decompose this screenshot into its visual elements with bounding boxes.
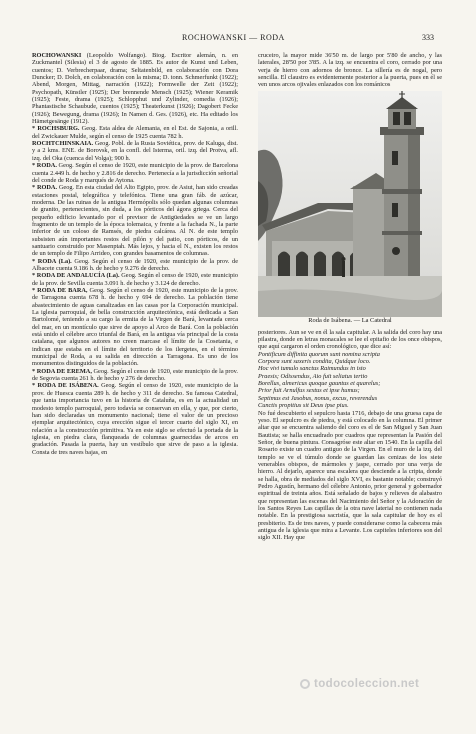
left-column-entry: [32, 287, 238, 368]
running-title: ROCHOWANSKI — RODA: [182, 33, 285, 42]
entry-text: (Leopoldo Wolfango). Biog. Escritor alemán, n. en Zuckmantel (Silesia) el 3 de agosto de 1885. Es autor de Kunst und Leben, cuentos; D. Verbrecherpaar, drama; Seltatenbild, en colaboración con Dora Duncker; D. Dolch, en colaboración con la misma; D. tonn. Schmerfunkt (1922); Abend, Morgen, Mittag, narración (1922); Formwelle der Zeit (1922); Psychopath, Künstler (1925); Der brennende Mensch (1925); Wiener Keramik (1925); Feste, drama (1925); Schlopphut und Zylinder, comedia (1926); Phantastische Schaubude, cuentos (1925); Theaterkunst (1926); Dagobert Fecke (1926); Bewegung, drama (1926); In Namen d. Ges. (1926), etc. Ha editado los Hämetgesänge (1912).: [32, 52, 238, 126]
entry-headword: * RODA DE ISÁBENA.: [32, 382, 99, 390]
entry-text: No fué descubierto el sepulcro hasta 1716, debajo de una gruesa capa de yeso. El sepulcro es de piedra, y está colocado en la columna. El primer altar que se encuentra saliendo del coro es el de San Miguel y San Juan Bautista; se halla encuadrado por cuadros que representan la Pasión del Señor, de buena pintura. Consagróse este altar en 1540. En la capilla del Rosario existe un cuadro antiguo de la Virgen. En el muro de la izq. del templo se ve el túmulo donde se guardan las cenizas de los siete venerables obispos, de mármoles y jaspe, cerrado por una verja de hierro. Al dejarlo, aparece una escalera que desciende a la cripta, donde se halla, obra de mediados del siglo XVI, es bastante notable; construyó Pedro Agustín, hermano del célebre Antonio, prior general y gobernador espiritual de treinta años. Está señalado de bajos y relieves de alabastro que representan las escenas del Nacimiento del Señor y la Adoración de los Santos Reyes Las capillas de la otra nave laterial no contienen nada notable. En la prestigiosa sacristía, que la sala capitular de hoy es el presbiterio. Es de tres naves, y puede considerarse como la cabecera más antigua de la iglesia que mira a Levante. Los capiteles inferiores son del siglo XII. Hay que: [258, 409, 442, 542]
figure-caption: Roda de Isábena. — La Catedral: [308, 316, 392, 324]
poem-line: Borellus, almericus quoque gauntus et quarelus;: [258, 380, 381, 388]
entry-text: cruceiro, la mayor mide 36'50 m. de largo por 5'80 de ancho, y las laterales, 28'50 por 3'85. A la izq. se encuentra el coro, cerrado por una verja de hierro con adornos de bronce. La sillería es de nogal, pero sencilla. El claustro es evidentemente posterior a la puerta, pues en él se ven unos arcos ojivales enlazados con los románicos: [258, 52, 442, 89]
entry-text: Geog. Esta aldea de Alemania, en el Est. de Sajonia, a orill. del Zwickauer Mulde, según el censo de 1925 cuenta 782 h.: [32, 125, 238, 140]
left-column-entry: [32, 140, 238, 162]
poem-line: Pontificum diffinita quorum sunt nomina scripta: [258, 350, 380, 358]
poem-line: Praesis; Odissendus, Aio fuit seliatus tertio: [258, 372, 368, 380]
entry-headword: * RODA DE BARA,: [32, 287, 88, 294]
left-column-entry: [32, 52, 238, 125]
left-column-entry: [32, 125, 238, 140]
left-column-entry: [32, 368, 238, 383]
cathedral-photo: [258, 91, 442, 317]
left-column: [32, 52, 238, 692]
entry-text: Geog. Según el censo de 1920, este municipio de la prov. de Albacete cuenta 9.186 h. de hecho y 9.276 de derecho.: [32, 257, 238, 272]
poem-line: Corpora sunt saxeris condita, Quidque loco.: [258, 358, 371, 366]
entry-text: Geog. Según el censo de 1920, este municipio de la prov. de Huesca cuenta 289 h. de hecho y 311 de derecho. Su famosa Catedral, que tanta importancia tuvo en la historia de Cataluña, es en la actualidad un modesto templo parroquial, pero todavía se conservan en ella, y que, por cierto, han sido declaradas un monumento nacional; tiene el valor de un precioso ejemplar arquitectónico, cuya erección sigue el tercer cuarto del siglo XI, en relación a la construcción primitiva. Ya en este siglo se efectuó la portada de la iglesia, en piedra clara, flanqueada de columnas guarnecidas de arcos en gradación. Pasada la puerta, hay un vestíbulo que sirve de paso a la iglesia. Consta de tres naves bajas, en: [32, 382, 238, 456]
left-column-entry: [32, 184, 238, 257]
left-column-entry: [32, 272, 238, 287]
right-column: [258, 52, 442, 692]
poem-line: Cunctis propitius sit Deus ipse pius.: [258, 402, 349, 410]
entry-headword: ROCHTCHINSKAIA.: [32, 140, 94, 148]
cathedral-figure: [258, 91, 442, 327]
entry-headword: ROCHOWANSKI: [32, 52, 82, 59]
page-header: [32, 33, 434, 47]
watermark-text: todocoleccion.net: [314, 678, 420, 690]
poem-line: Septimus est Jasobus, nonus, excus, reverendus: [258, 394, 378, 402]
left-column-entry: [32, 162, 238, 184]
watermark-logo-icon: [300, 679, 310, 689]
cathedral-illustration: [258, 91, 442, 317]
entry-text: Geog. Pobl. de la Rusia Soviética, prov. de Kaluga, dist. y a 2 kms. ENE. de Borovsk, en la confl. del Isterma, oril. izq. del Protva, afl. izq. del Oka (cuenca del Volga); 900 h.: [32, 140, 238, 162]
entry-text: Geog. Según el censo de 1920, este municipio de la prov. de Barcelona cuenta 2.449 h. de hecho y 2.816 de derecho. Pertenecía a la jurisdicción señorial del conde de Roda y marqués de Aytona.: [32, 162, 238, 184]
entry-headword: * RODA.: [32, 162, 57, 170]
left-column-entry: [32, 382, 238, 455]
epitaph-poem: [258, 351, 442, 410]
entry-text: Geog. En esta ciudad del Alto Egipto, prov. de Asiut, han sido creadas estaciones postal, telegráfica y telefónica. Tiene una gran fáb. de azúcar, moderna. De las ruinas de la antigua Hermópolis sólo quedan algunas columnas de granito, pertenecientes, sin duda, a los pórticos del ágora griega. Cerca del pequeño edificio levantado por el previsor de Antigüedades se ve un largo fragmento de un templo de la época tolemaica, y frente a la fachada N., la parte inferior de un coloso de Ramsés, de piedra calcárea. Al N. de este templo subsisten aún importantes restos del pilón y del patio, con pórticos, de un santuario construido por Masenptah. Más lejos, y hacia el N., existen los restos de un templo de Filipo Arrideo, con grandes basamentos de columnas.: [32, 184, 238, 258]
entry-headword: * ROCHSBURG.: [32, 125, 80, 133]
poem-line: Prior fuit Arnulfus sextus et ipse humus;: [258, 387, 360, 395]
watermark: [300, 678, 470, 696]
entry-headword: * RODA DE EREMA,: [32, 367, 92, 375]
right-column-entry: [258, 410, 442, 542]
entry-headword: * RODA DE ANDALUCÍA (La).: [32, 272, 120, 280]
poem-line: Hoc vivi tumulo sanctus Raimundus in isto: [258, 365, 366, 373]
entry-headword: * RODA.: [32, 184, 58, 192]
entry-headword: * RODA (La).: [32, 257, 72, 265]
right-column-entry: [258, 329, 442, 351]
entry-text: Geog. Según el censo de 1920, este municipio de la prov. de Sevilla cuenta 3.091 h. de hecho y 3.124 de derecho.: [32, 272, 238, 287]
page-number: 333: [422, 33, 434, 42]
right-column-entry: [258, 52, 442, 89]
entry-text: Geog. Según el censo de 1920, este municipio de la prov. de Tarragona cuenta 678 h. de hecho y 694 de derecho. La población tiene abastecimiento de aguas canalizadas en las casas por la Corporación municipal. La iglesia parroquial, de bella construcción arquitectónica, está dedicada a San Bartolomé, teniendo a su cargo la ermita de la Virgen de Bará, levantada cerca del mar, en un montículo que sirve de apoyo al Arco de Bará. Con la población está unido el célebre arco triunfal de Bará, en la antigua vía principal de la costa catalana, que algunos autores no creen marcase el límite de la Cosetania, e indican que estaba en el límite del territorio de los ilergetes, en el término municipal de Roda, a su salida en dirección a Tarragona. Es uno de los monumentos distinguidos de la población.: [32, 287, 238, 368]
entry-text: Geog. Según el censo de 1920, este municipio de la prov. de Segovia cuenta 261 h. de hecho y 276 de derecho.: [32, 367, 238, 383]
left-column-entry: [32, 258, 238, 273]
entry-text: posteriores. Aun se ve en él la sala capitular. A la salida del coro hay una pilastra, donde en letras monacales se lee el epitafio de los once obispos, que aquí cargaron el orden cronológico, que dice así:: [258, 328, 442, 351]
